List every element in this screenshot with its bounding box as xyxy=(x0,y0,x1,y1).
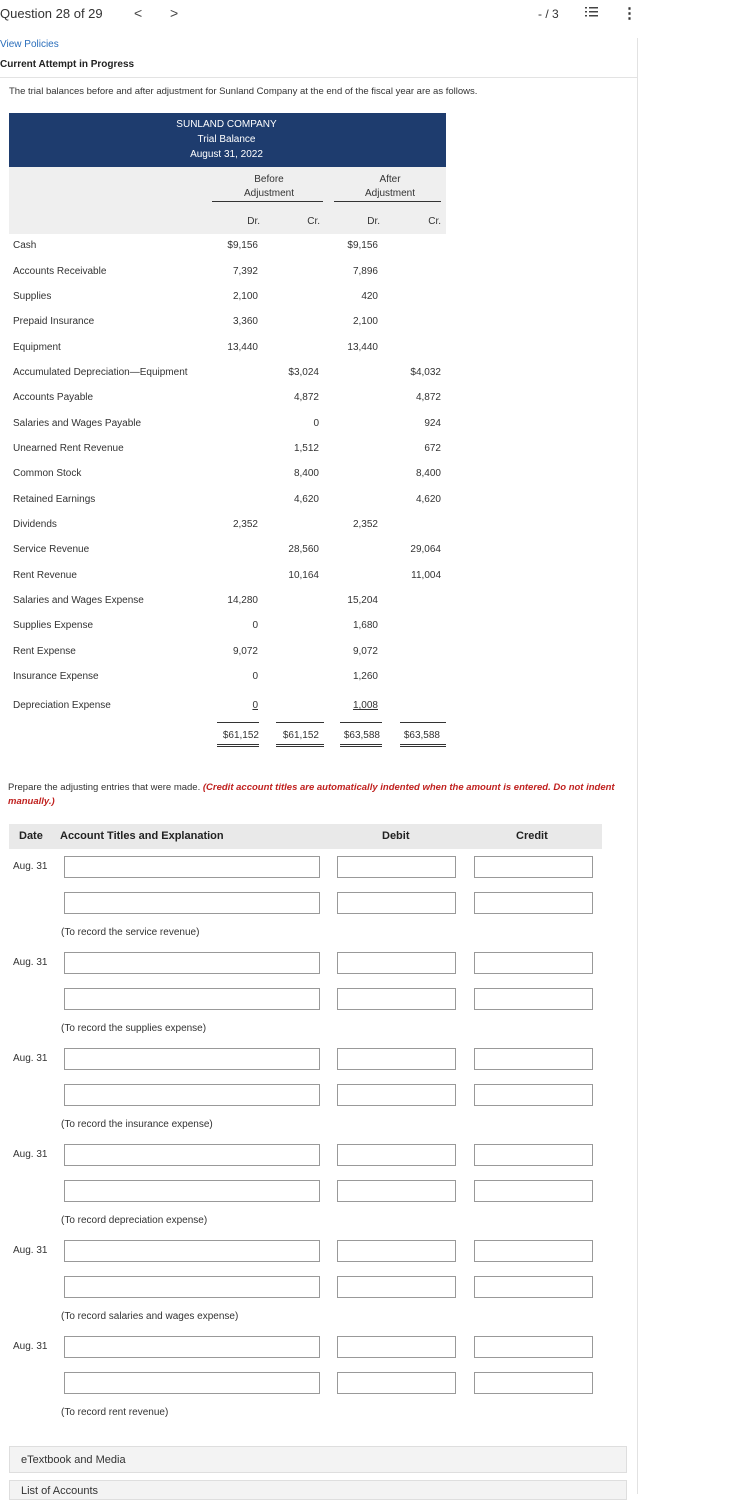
credit-input[interactable] xyxy=(474,1144,593,1166)
account-name: Accounts Payable xyxy=(13,392,94,403)
debit-input[interactable] xyxy=(337,1240,456,1262)
before-label: Before xyxy=(254,174,284,185)
account-title-input[interactable] xyxy=(64,1336,320,1358)
total-line xyxy=(276,722,324,723)
account-name: Salaries and Wages Payable xyxy=(13,418,142,429)
account-title-input[interactable] xyxy=(64,988,320,1010)
account-column-header: Account Titles and Explanation xyxy=(60,830,224,842)
account-title-input[interactable] xyxy=(64,856,320,878)
entry-date: Aug. 31 xyxy=(13,1341,48,1352)
amount-bcr: $3,024 xyxy=(288,367,319,378)
debit-input[interactable] xyxy=(337,1084,456,1106)
amount-bdr: 0 xyxy=(252,620,258,631)
entry-date: Aug. 31 xyxy=(13,1053,48,1064)
amount-adr: 13,440 xyxy=(347,342,378,353)
amount-acr: $4,032 xyxy=(410,367,441,378)
account-title-input[interactable] xyxy=(64,1276,320,1298)
attempt-status: Current Attempt in Progress xyxy=(0,59,135,70)
total-line xyxy=(340,722,382,723)
amount-bdr: 13,440 xyxy=(227,342,258,353)
entry-explanation: (To record the service revenue) xyxy=(61,927,200,938)
next-question-button[interactable]: > xyxy=(170,5,179,21)
account-name: Retained Earnings xyxy=(13,494,96,505)
after-dr-header: Dr. xyxy=(367,216,380,227)
debit-input[interactable] xyxy=(337,1372,456,1394)
total-before-cr: $61,152 xyxy=(282,730,319,741)
amount-adr: 2,100 xyxy=(352,316,378,327)
account-name: Equipment xyxy=(13,342,61,353)
account-name: Depreciation Expense xyxy=(13,700,111,711)
previous-question-button[interactable]: < xyxy=(134,5,143,21)
amount-adr: 420 xyxy=(361,291,378,302)
account-title-input[interactable] xyxy=(64,1372,320,1394)
debit-column-header: Debit xyxy=(382,830,410,842)
debit-input[interactable] xyxy=(337,1048,456,1070)
amount-adr: 7,896 xyxy=(352,266,378,277)
amount-bdr: 9,072 xyxy=(232,646,258,657)
account-title-input[interactable] xyxy=(64,952,320,974)
credit-input[interactable] xyxy=(474,1276,593,1298)
debit-input[interactable] xyxy=(337,952,456,974)
view-policies-link[interactable]: View Policies xyxy=(0,39,59,50)
credit-input[interactable] xyxy=(474,1336,593,1358)
account-name: Salaries and Wages Expense xyxy=(13,595,144,606)
entry-date: Aug. 31 xyxy=(13,861,48,872)
amount-bcr: 28,560 xyxy=(288,544,319,555)
amount-adr: 2,352 xyxy=(352,519,378,530)
account-name: Unearned Rent Revenue xyxy=(13,443,124,454)
account-name: Rent Revenue xyxy=(13,570,77,581)
entry-date: Aug. 31 xyxy=(13,1149,48,1160)
divider xyxy=(0,77,637,78)
double-line xyxy=(217,744,259,745)
double-line xyxy=(276,746,324,747)
question-counter: Question 28 of 29 xyxy=(0,6,103,21)
panel-divider xyxy=(637,38,638,1494)
account-name: Accounts Receivable xyxy=(13,266,107,277)
amount-acr: 29,064 xyxy=(410,544,441,555)
debit-input[interactable] xyxy=(337,892,456,914)
double-line xyxy=(340,746,382,747)
credit-input[interactable] xyxy=(474,988,593,1010)
account-name: Prepaid Insurance xyxy=(13,316,95,327)
total-before-dr: $61,152 xyxy=(222,730,259,741)
entry-explanation: (To record depreciation expense) xyxy=(61,1215,208,1226)
double-line xyxy=(276,744,324,745)
account-name: Common Stock xyxy=(13,468,82,479)
credit-input[interactable] xyxy=(474,1180,593,1202)
account-title-input[interactable] xyxy=(64,1240,320,1262)
credit-column-header: Credit xyxy=(516,830,548,842)
total-after-dr: $63,588 xyxy=(343,730,380,741)
amount-bcr: 4,620 xyxy=(293,494,319,505)
amount-bcr: 0 xyxy=(313,418,319,429)
amount-bdr: 3,360 xyxy=(232,316,258,327)
score-display: - / 3 xyxy=(538,7,559,21)
before-label-2: Adjustment xyxy=(243,188,295,199)
after-underline xyxy=(334,201,441,202)
amount-acr: 672 xyxy=(424,443,441,454)
company-name: SUNLAND COMPANY xyxy=(176,119,277,130)
amount-bdr: 2,352 xyxy=(232,519,258,530)
debit-input[interactable] xyxy=(337,1144,456,1166)
debit-input[interactable] xyxy=(337,988,456,1010)
total-line xyxy=(400,722,446,723)
account-name: Supplies xyxy=(13,291,52,302)
amount-bcr: 10,164 xyxy=(288,570,319,581)
amount-acr: 8,400 xyxy=(415,468,441,479)
credit-input[interactable] xyxy=(474,892,593,914)
credit-input[interactable] xyxy=(474,856,593,878)
amount-bdr: 2,100 xyxy=(232,291,258,302)
list-of-accounts-button[interactable] xyxy=(9,1480,627,1500)
amount-bdr: 0 xyxy=(252,671,258,682)
account-name: Insurance Expense xyxy=(13,671,99,682)
instructions-note: (Credit account titles are automatically indented when the amount is entered. Do not indent manually.) xyxy=(8,782,615,807)
statement-date: August 31, 2022 xyxy=(190,149,263,160)
amount-bcr: 4,872 xyxy=(293,392,319,403)
amount-bcr: 8,400 xyxy=(293,468,319,479)
amount-acr: 4,620 xyxy=(415,494,441,505)
debit-input[interactable] xyxy=(337,1276,456,1298)
total-line xyxy=(217,722,259,723)
amount-adr: 9,072 xyxy=(352,646,378,657)
amount-bcr: 1,512 xyxy=(293,443,319,454)
account-title-input[interactable] xyxy=(64,892,320,914)
etextbook-media-button[interactable] xyxy=(9,1446,627,1473)
before-underline xyxy=(212,201,323,202)
entry-date: Aug. 31 xyxy=(13,957,48,968)
account-name: Cash xyxy=(13,240,37,251)
credit-input[interactable] xyxy=(474,1084,593,1106)
question-list-icon[interactable] xyxy=(585,6,598,18)
instructions xyxy=(8,781,623,809)
entry-explanation: (To record the supplies expense) xyxy=(61,1023,207,1034)
instructions-text: Prepare the adjusting entries that were made. xyxy=(8,782,201,793)
amount-bdr: 0 xyxy=(252,700,258,711)
date-column-header: Date xyxy=(19,830,43,842)
amount-bdr: 14,280 xyxy=(227,595,258,606)
entry-explanation: (To record rent revenue) xyxy=(61,1407,169,1418)
amount-adr: $9,156 xyxy=(347,240,378,251)
amount-bdr: $9,156 xyxy=(227,240,258,251)
amount-adr: 1,008 xyxy=(352,700,378,711)
account-title-input[interactable] xyxy=(64,1048,320,1070)
account-title-input[interactable] xyxy=(64,1180,320,1202)
journal-header xyxy=(9,824,602,849)
after-label-2: Adjustment xyxy=(364,188,416,199)
before-dr-header: Dr. xyxy=(247,216,260,227)
after-label: After xyxy=(379,174,401,185)
account-title-input[interactable] xyxy=(64,1084,320,1106)
entry-explanation: (To record salaries and wages expense) xyxy=(61,1311,239,1322)
amount-bdr: 7,392 xyxy=(232,266,258,277)
amount-acr: 11,004 xyxy=(411,570,441,581)
trial-balance-header xyxy=(9,113,446,167)
debit-input[interactable] xyxy=(337,1180,456,1202)
double-line xyxy=(400,744,446,745)
after-cr-header: Cr. xyxy=(428,216,441,227)
double-line xyxy=(217,746,259,747)
entry-explanation: (To record the insurance expense) xyxy=(61,1119,213,1130)
list-of-accounts-label: List of Accounts xyxy=(21,1485,99,1497)
etextbook-media-label: eTextbook and Media xyxy=(21,1454,126,1466)
question-intro: The trial balances before and after adjustment for Sunland Company at the end of the fiscal year are as follows. xyxy=(9,86,478,97)
amount-acr: 924 xyxy=(424,418,441,429)
account-title-input[interactable] xyxy=(64,1144,320,1166)
more-options-icon[interactable]: ⋮ xyxy=(622,5,637,22)
double-line xyxy=(400,746,446,747)
account-name: Service Revenue xyxy=(13,544,90,555)
amount-acr: 4,872 xyxy=(415,392,441,403)
entry-date: Aug. 31 xyxy=(13,1245,48,1256)
total-after-cr: $63,588 xyxy=(403,730,440,741)
credit-input[interactable] xyxy=(474,952,593,974)
credit-input[interactable] xyxy=(474,1048,593,1070)
before-cr-header: Cr. xyxy=(307,216,320,227)
debit-input[interactable] xyxy=(337,1336,456,1358)
account-name: Supplies Expense xyxy=(13,620,94,631)
amount-adr: 15,204 xyxy=(347,595,378,606)
amount-adr: 1,260 xyxy=(352,671,378,682)
account-name: Rent Expense xyxy=(13,646,76,657)
statement-title: Trial Balance xyxy=(197,134,256,145)
credit-input[interactable] xyxy=(474,1372,593,1394)
debit-input[interactable] xyxy=(337,856,456,878)
account-name: Dividends xyxy=(13,519,57,530)
amount-adr: 1,680 xyxy=(352,620,378,631)
account-name: Accumulated Depreciation—Equipment xyxy=(13,367,188,378)
double-line xyxy=(340,744,382,745)
credit-input[interactable] xyxy=(474,1240,593,1262)
